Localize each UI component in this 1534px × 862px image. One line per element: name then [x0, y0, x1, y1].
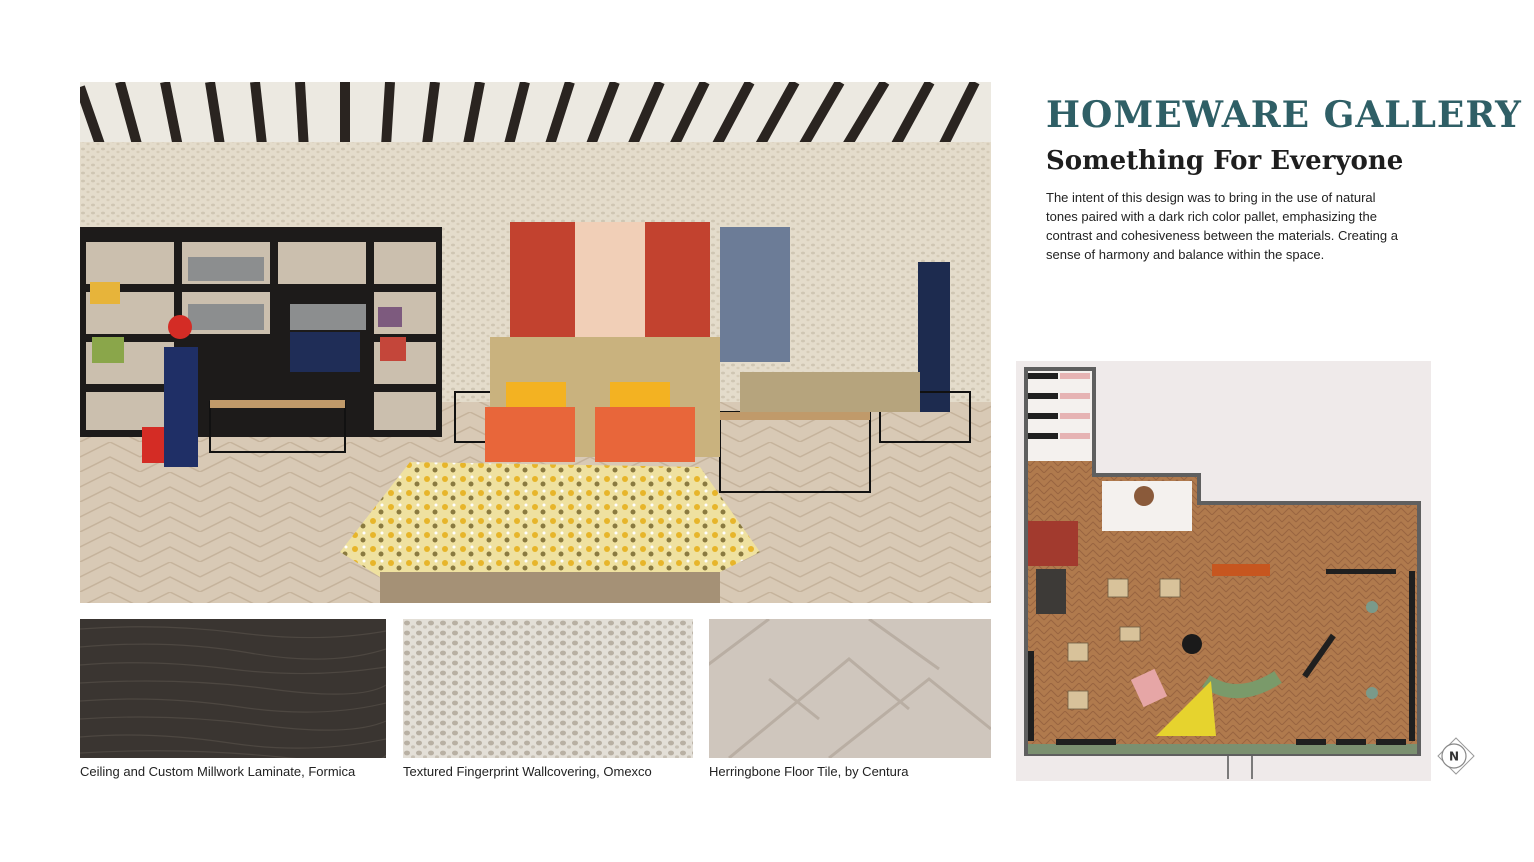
material-caption-wallcovering: Textured Fingerprint Wallcovering, Omexco	[403, 764, 652, 779]
floor-plan	[1016, 361, 1431, 781]
north-label: N	[1448, 749, 1460, 764]
floor-tile-swatch	[709, 619, 991, 758]
page-title: HOMEWARE GALLERY	[1046, 94, 1522, 136]
material-caption-floor: Herringbone Floor Tile, by Centura	[709, 764, 909, 779]
north-arrow-icon	[1437, 737, 1475, 775]
interior-rendering	[80, 82, 991, 603]
page-subtitle: Something For Everyone	[1046, 146, 1404, 176]
design-description: The intent of this design was to bring in the use of natural tones paired with a dark rich color pallet, emphasizing the contrast and cohesiveness between the materials. Creating a sense of harmony and balance within the space.	[1046, 190, 1398, 262]
material-caption-laminate: Ceiling and Custom Millwork Laminate, Formica	[80, 764, 356, 779]
laminate-swatch	[80, 619, 386, 758]
wallcovering-swatch	[403, 619, 693, 758]
